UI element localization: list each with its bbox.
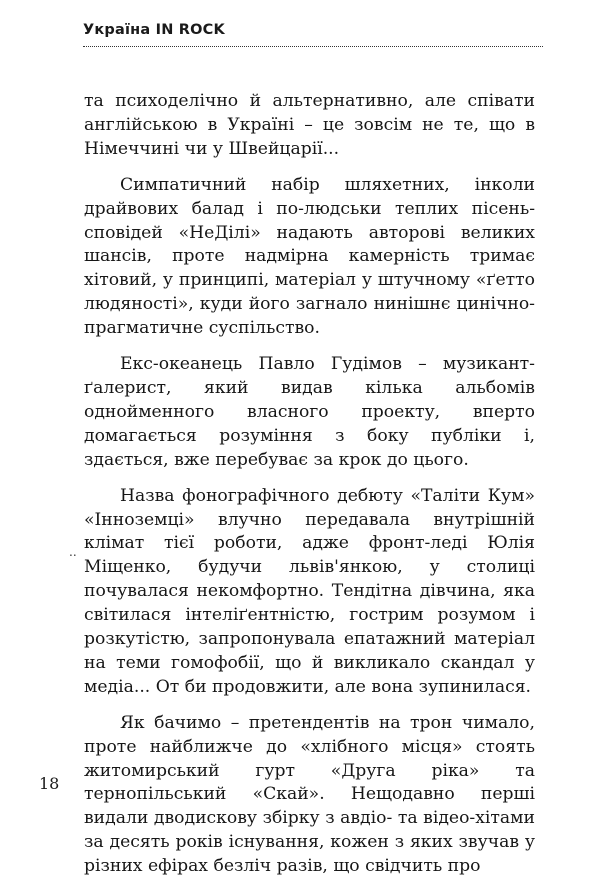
paragraph-5: Як бачимо – претендентів на трон чимало, проте найближче до «хлібного місця» стоять житомирський гурт «Друга ріка» та тернопільський «Скай». Нещодавно перші видали дводискову збірку з авдіо- та відео-хітами за десять років існування, кожен з яких звучав у різних ефірах безліч разів, що свідчить про	[84, 712, 535, 877]
paragraph-2: Симпатичний набір шляхетних, інколи драйвових балад і по-людськи теплих пісень-сповідей «НеДілі» надають авторові великих шансів, проте надмірна камерність тримає хітовий, у принципі, матеріал у штучному «ґетто людяності», куди його загнало нинішнє цинічно-прагматичне суспільство.	[84, 174, 535, 339]
margin-mark: ..	[69, 545, 77, 559]
paragraph-1: та психоделічно й альтернативно, але співати англійською в Україні – це зовсім не те, що в Німеччині чи у Швейцарії...	[84, 91, 535, 159]
body-text	[84, 90, 535, 879]
paragraph-3: Екс-океанець Павло Гудімов – музикант-ґалерист, який видав кілька альбомів однойменного власного проекту, вперто домагається розуміння з боку публіки і, здається, вже перебуває за крок до цього.	[84, 354, 535, 470]
running-header: Україна IN ROCK	[83, 22, 225, 38]
page-number: 18	[39, 774, 60, 793]
header-dotted-rule	[83, 46, 543, 47]
paragraph-4: Назва фонографічного дебюту «Таліти Кум» «Інноземці» влучно передавала внутрішній клімат тієї роботи, адже фронт-леді Юлія Міщенко, будучи львів'янкою, у столиці почувалася некомфортно. Тендітна дівчина, яка світилася інтеліґентністю, гострим розумом і розкутістю, запропонувала епатажний матеріал на теми гомофобії, що й викликало скандал у медіа... От би продовжити, але вона зупинилася.	[84, 485, 535, 697]
